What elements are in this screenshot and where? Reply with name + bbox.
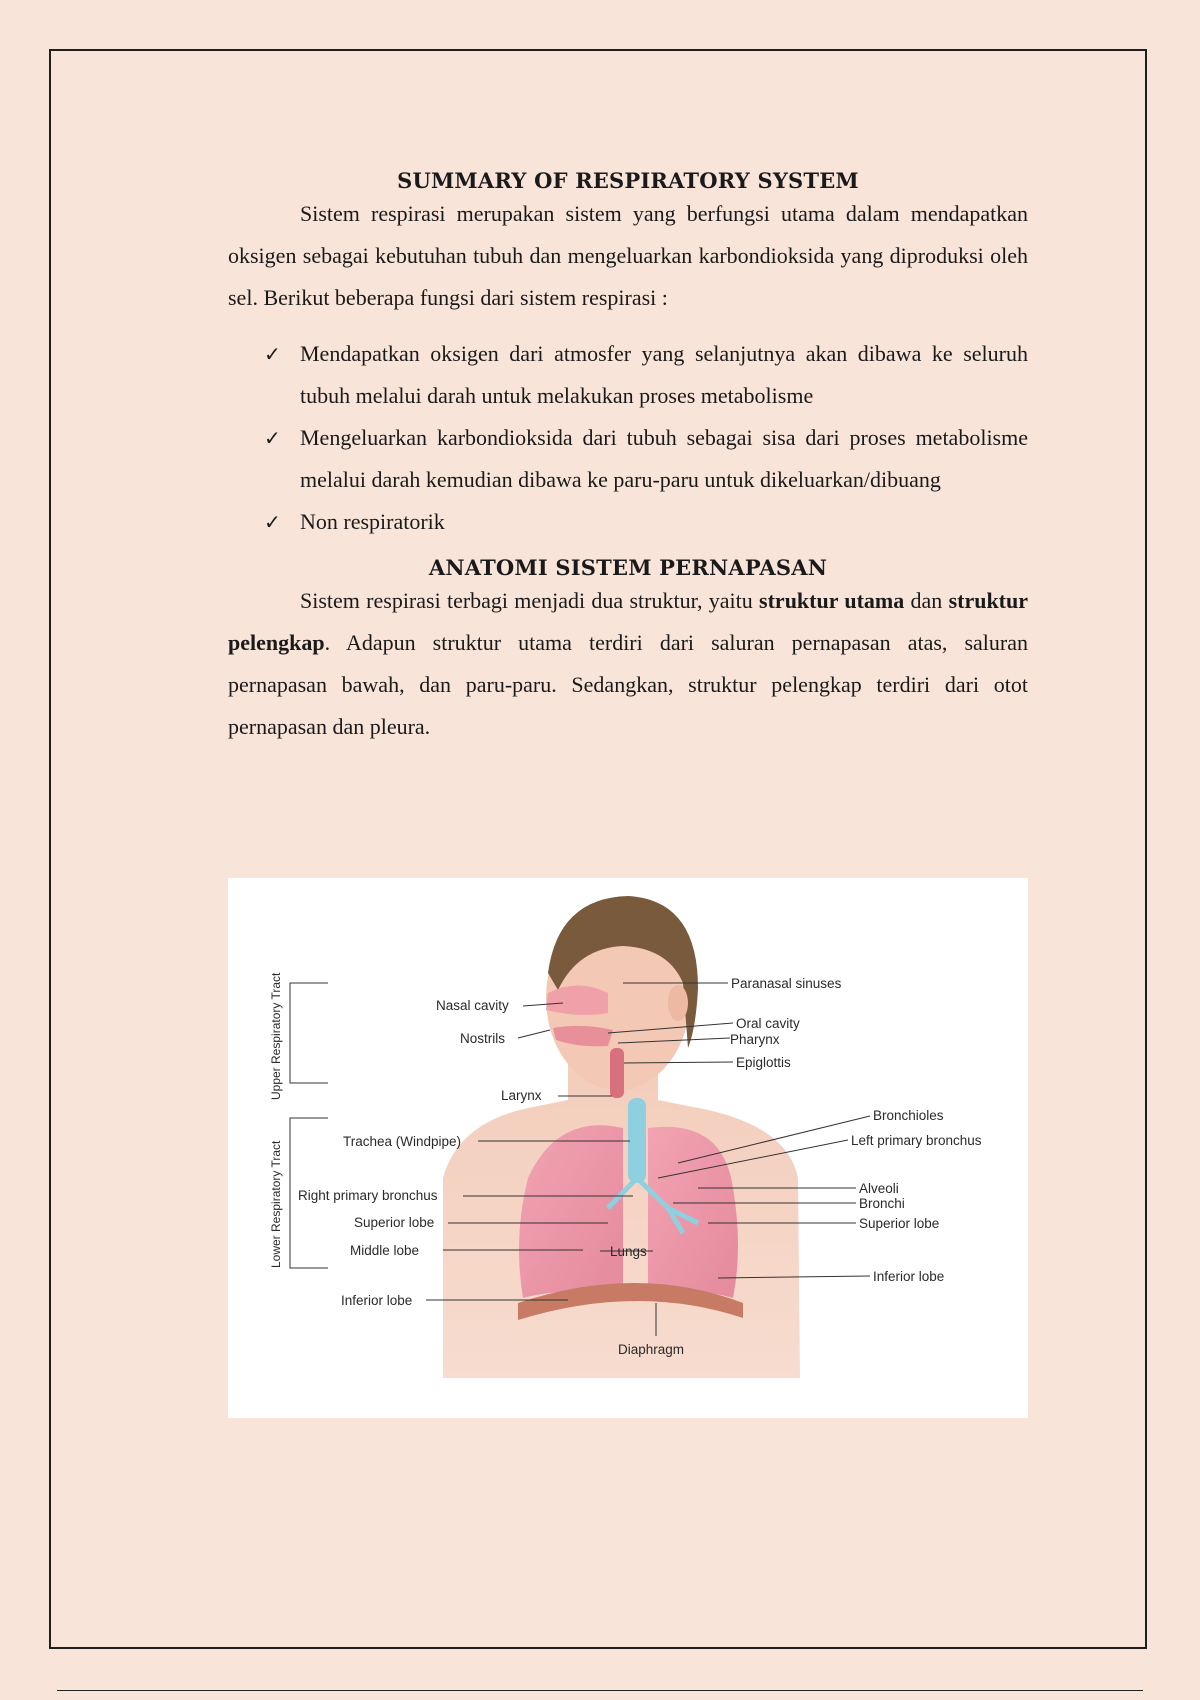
checkmark-icon: ✓: [264, 426, 281, 450]
bold-term-supporting-structure: struktur pelengkap: [228, 588, 1029, 655]
label-nasal-cavity: Nasal cavity: [436, 998, 509, 1013]
checkmark-icon: ✓: [264, 510, 281, 534]
trachea-shape: [628, 1098, 646, 1183]
summary-heading: SUMMARY OF RESPIRATORY SYSTEM: [397, 168, 859, 193]
label-inferior-lobe-right: Inferior lobe: [341, 1293, 413, 1308]
functions-list: [228, 333, 1028, 543]
larynx-shape: [610, 1048, 624, 1098]
label-oral-cavity: Oral cavity: [736, 1016, 800, 1031]
anatomy-text-mid: dan: [904, 588, 949, 613]
label-bronchi: Bronchi: [859, 1196, 905, 1211]
label-nostrils: Nostrils: [460, 1031, 506, 1046]
footer-rule: [57, 1690, 1143, 1691]
function-text: Non respiratorik: [300, 509, 445, 534]
nostrils-leader: [518, 1030, 550, 1038]
label-bronchioles: Bronchioles: [873, 1108, 944, 1123]
list-item: [264, 501, 1028, 543]
label-inferior-lobe-left: Inferior lobe: [873, 1269, 945, 1284]
ear-shape: [668, 985, 688, 1021]
label-lungs: Lungs: [610, 1244, 647, 1259]
list-item: [264, 417, 1028, 501]
bold-term-main-structure: struktur utama: [759, 588, 905, 613]
document-body: [228, 168, 1028, 748]
label-left-primary-bronchus: Left primary bronchus: [851, 1133, 982, 1148]
respiratory-diagram-svg: [228, 878, 1028, 1418]
label-diaphragm: Diaphragm: [618, 1342, 685, 1357]
anatomy-paragraph: [228, 580, 1028, 748]
function-text: Mendapatkan oksigen dari atmosfer yang selanjutnya akan dibawa ke seluruh tubuh melalui darah untuk melakukan proses metabolisme: [300, 341, 1028, 408]
label-pharynx: Pharynx: [730, 1032, 780, 1047]
label-trachea: Trachea (Windpipe): [343, 1134, 462, 1149]
upper-tract-bracket: [290, 983, 328, 1083]
upper-tract-label: Upper Respiratory Tract: [269, 972, 283, 1100]
nasal-cavity-shape: [546, 986, 608, 1015]
label-middle-lobe: Middle lobe: [350, 1243, 420, 1258]
intro-paragraph: Sistem respirasi merupakan sistem yang berfungsi utama dalam mendapatkan oksigen sebagai kebutuhan tubuh dan mengeluarkan karbondioksida yang diproduksi oleh sel. Berikut beberapa fungsi dari sistem respirasi :: [228, 201, 1028, 310]
label-superior-lobe-right: Superior lobe: [354, 1215, 435, 1230]
label-alveoli: Alveoli: [859, 1181, 899, 1196]
list-item: [264, 333, 1028, 417]
label-epiglottis: Epiglottis: [736, 1055, 791, 1070]
label-right-primary-bronchus: Right primary bronchus: [298, 1188, 438, 1203]
anatomy-heading: ANATOMI SISTEM PERNAPASAN: [428, 555, 828, 580]
anatomy-text-end: . Adapun struktur utama terdiri dari saluran pernapasan atas, saluran pernapasan bawah, dan paru-paru. Sedangkan, struktur pelengkap terdiri dari otot pernapasan dan pleura.: [228, 630, 1028, 739]
label-superior-lobe-left: Superior lobe: [859, 1216, 940, 1231]
lower-tract-label: Lower Respiratory Tract: [269, 1140, 283, 1268]
label-larynx: Larynx: [501, 1088, 542, 1103]
function-text: Mengeluarkan karbondioksida dari tubuh sebagai sisa dari proses metabolisme melalui darah kemudian dibawa ke paru-paru untuk dikeluarkan/dibuang: [300, 425, 1028, 492]
anatomy-text-start: Sistem respirasi terbagi menjadi dua struktur, yaitu: [300, 588, 760, 613]
respiratory-diagram: [228, 878, 1028, 1418]
checkmark-icon: ✓: [264, 342, 281, 366]
label-paranasal-sinuses: Paranasal sinuses: [731, 976, 842, 991]
